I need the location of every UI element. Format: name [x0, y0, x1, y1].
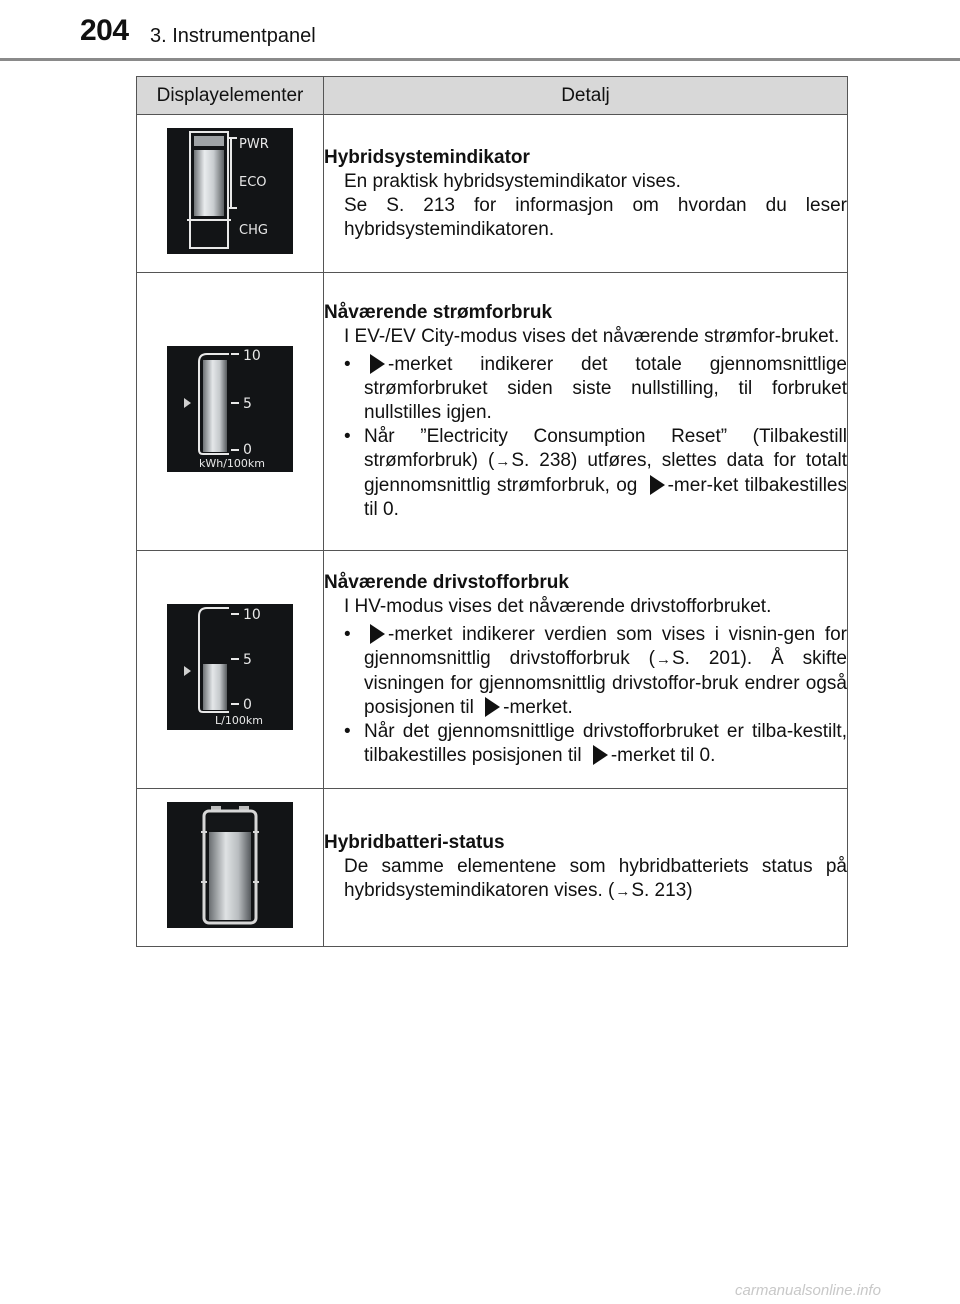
hybrid-system-indicator-icon	[167, 128, 293, 254]
description-line: En praktisk hybridsystemindikator vises.	[344, 170, 681, 192]
arrow-icon: →	[655, 651, 671, 668]
bullet-list	[324, 353, 847, 522]
detail-cell	[324, 551, 848, 789]
average-marker-icon	[184, 666, 191, 676]
svg-text:kWh/100km: kWh/100km	[199, 457, 266, 470]
description-line: I EV-/EV City-modus vises det nåværende strømfor-bruket.	[344, 326, 840, 347]
detail-cell	[324, 273, 848, 551]
item-title: Hybridsystemindikator	[324, 146, 530, 168]
marker-icon	[650, 475, 665, 495]
svg-text:10: 10	[243, 607, 261, 623]
page-header	[0, 0, 960, 60]
svg-text:0: 0	[243, 697, 252, 713]
column-header-display: Displayelementer	[137, 77, 324, 115]
bullet-list	[324, 623, 847, 768]
marker-icon	[485, 697, 500, 717]
fuel-consumption-gauge-icon	[167, 604, 293, 730]
marker-icon	[593, 745, 608, 765]
column-header-detail: Detalj	[324, 77, 848, 115]
arrow-icon: →	[495, 453, 511, 470]
gauge-label-eco: ECO	[239, 175, 267, 190]
chapter-title: 3. Instrumentpanel	[150, 25, 316, 47]
item-title: Hybridbatteri-status	[324, 832, 505, 853]
table-row	[137, 789, 848, 947]
display-image-cell	[137, 273, 324, 551]
hybrid-battery-status-icon	[167, 802, 293, 928]
display-image-cell	[137, 551, 324, 789]
marker-icon	[370, 354, 385, 374]
gauge-label-pwr: PWR	[239, 137, 269, 152]
average-marker-icon	[184, 398, 191, 408]
arrow-icon: →	[615, 883, 631, 900]
list-item: • -merket indikerer verdien som vises i visnin-gen for gjennomsnittlig drivstofforbruk (→S. 201). Å skifte visningen for gjennomsnittlig drivstoffor-bruk endrer også posisjonen til -merket.	[344, 623, 847, 720]
item-description	[324, 595, 847, 619]
svg-text:5: 5	[243, 652, 252, 668]
item-title: Nåværende drivstofforbruk	[324, 572, 569, 593]
item-title: Nåværende strømforbruk	[324, 302, 553, 323]
svg-text:L/100km: L/100km	[215, 714, 263, 727]
svg-text:10: 10	[243, 348, 261, 364]
gauge-label-chg: CHG	[239, 223, 268, 238]
display-elements-table	[136, 76, 848, 947]
table-row	[137, 115, 848, 273]
watermark-footer: carmanualsonline.info	[735, 1282, 881, 1299]
detail-cell	[324, 115, 848, 273]
table-row	[137, 273, 848, 551]
description-line: I HV-modus vises det nåværende drivstofforbruket.	[344, 596, 772, 617]
header-rule	[0, 58, 960, 61]
list-item: • Når det gjennomsnittlige drivstofforbruket er tilba-kestilt, tilbakestilles posisjonen til -merket til 0.	[344, 720, 847, 768]
svg-text:0: 0	[243, 442, 252, 458]
item-description	[324, 170, 847, 242]
description-line: Se S. 213 for informasjon om hvordan du leser hybridsystemindikatoren.	[344, 194, 847, 240]
marker-icon	[370, 624, 385, 644]
page-number: 204	[80, 14, 129, 47]
item-description	[324, 325, 847, 349]
detail-cell	[324, 789, 848, 947]
display-image-cell	[137, 789, 324, 947]
list-item: • Når ”Electricity Consumption Reset” (Tilbakestill strømforbruk) (→S. 238) utføres, slettes data for totalt gjennomsnittlig strømforbruk, og -mer-ket tilbakestilles til 0.	[344, 425, 847, 522]
table-header-row	[137, 77, 848, 115]
display-image-cell	[137, 115, 324, 273]
item-description	[324, 855, 847, 904]
description-line: De samme elementene som hybridbatteriets status på hybridsystemindikatoren vises. (→S. 213)	[344, 856, 847, 901]
list-item: • -merket indikerer det totale gjennomsnittlige strømforbruket siden siste nullstilling, til forbruket nullstilles igjen.	[344, 353, 847, 425]
svg-text:5: 5	[243, 396, 252, 412]
electricity-consumption-gauge-icon	[167, 346, 293, 472]
table-row	[137, 551, 848, 789]
